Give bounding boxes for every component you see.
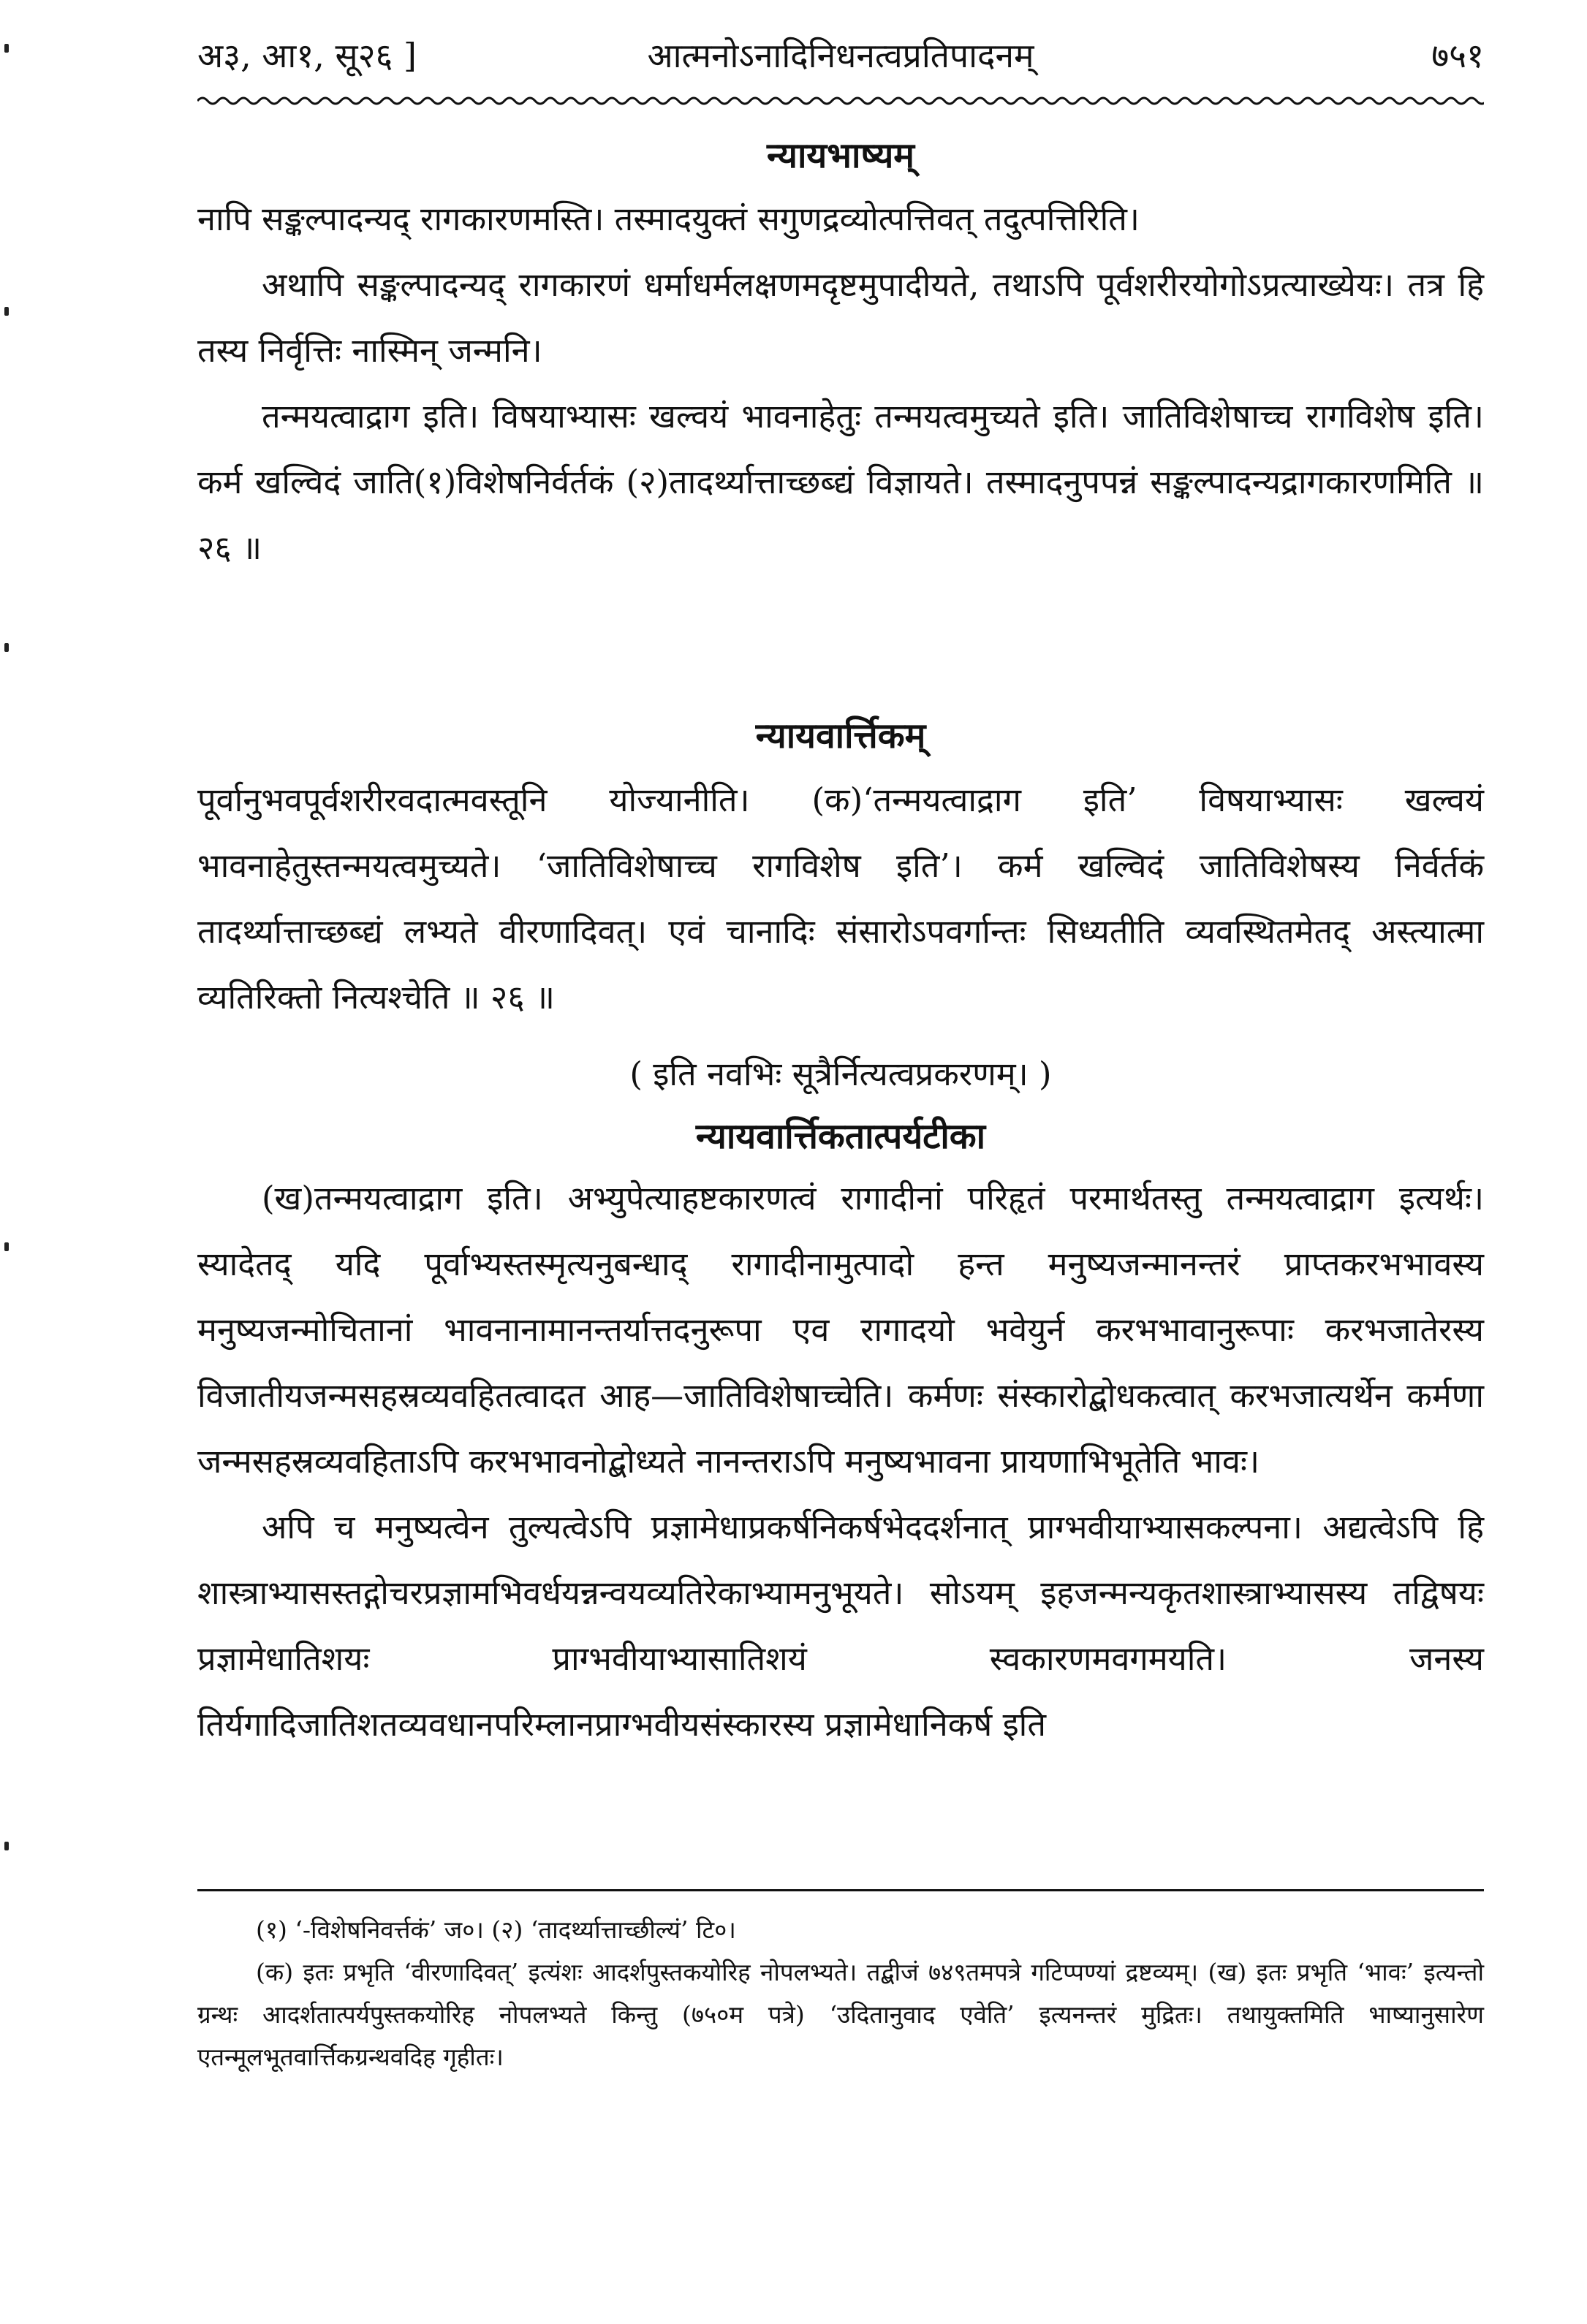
footnote: (क) इतः प्रभृति ‘वीरणादिवत्’ इत्यंशः आदर्शपुस्तकयोरिह नोपलभ्यते। तद्बीजं ७४९तमपत्रे गटिप्पण्यां द्रष्टव्यम्। (ख) इतः प्रभृति ‘भावः’ इत्यन्तो ग्रन्थः आदर्शतात्पर्यपुस्तकयोरिह नोपलभ्यते किन्तु (७५०म पत्रे) ‘उदितानुवाद एवेति’ इत्यनन्तरं मुद्रितः। तथायुक्तमिति भाष्यानुसारेण एतन्मूलभूतवार्त्तिकग्रन्थवदिह गृहीतः। <box>197 1958 1484 2071</box>
scan-margin-mark <box>4 1842 9 1850</box>
paragraph: पूर्वानुभवपूर्वशरीरवदात्मवस्तूनि योज्यानीति। (क)‘तन्मयत्वाद्राग इति’ विषयाभ्यासः खल्वयं भावनाहेतुस्तन्मयत्वमुच्यते। ‘जातिविशेषाच्च रागविशेष इति’। कर्म खल्विदं जातिविशेषस्य निर्वर्तकं तादर्थ्यात्ताच्छब्द्यं लभ्यते वीरणादिवत्। एवं चानादिः संसारोऽपवर्गान्तः सिध्यतीति व्यवस्थितमेतद् अस्त्यात्मा व्यतिरिक्तो नित्यश्चेति ॥ २६ ॥ <box>197 781 1484 1017</box>
scan-margin-mark <box>4 44 9 53</box>
paragraph: अपि च मनुष्यत्वेन तुल्यत्वेऽपि प्रज्ञामेधाप्रकर्षनिकर्षभेददर्शनात् प्राग्भवीयाभ्यासकल्पना। अद्यत्वेऽपि हि शास्त्राभ्यासस्तद्गोचरप्रज्ञामभिवर्धयन्नन्वयव्यतिरेकाभ्यामनुभूयते। सोऽयम् इहजन्मन्यकृतशास्त्राभ्यासस्य तद्विषयः प्रज्ञामेधातिशयः प्राग्भवीयाभ्यासातिशयं स्वकारणमवगमयति। जनस्य तिर्यगादिजातिशतव्यवधानपरिम्लानप्राग्भवीयसंस्कारस्य प्रज्ञामेधानिकर्ष इति <box>197 1508 1484 1744</box>
section-heading-tatparyatika: न्यायवार्त्तिकतात्पर्यटीका <box>695 1116 986 1157</box>
tatparyatika-text <box>197 1166 1484 1758</box>
section-heading-nyayabhashyam: न्यायभाष्यम् <box>766 135 915 176</box>
nyayabhashyam-text <box>197 186 1484 581</box>
page-number: ७५१ <box>1431 36 1484 75</box>
paragraph: अथापि सङ्कल्पादन्यद् रागकारणं धर्माधर्मलक्षणमदृष्टमुपादीयते, तथाऽपि पूर्वशरीरयोगोऽप्रत्याख्येयः। तत्र हि तस्य निर्वृत्तिः नास्मिन् जन्मनि। <box>197 265 1484 370</box>
running-title: आत्मनोऽनादिनिधनत्वप्रतिपादनम् <box>647 36 1034 75</box>
chapter-reference: अ३, आ१, सू२६ ] <box>197 36 417 75</box>
nyayavarttikam-text <box>197 767 1484 1030</box>
footnote: (१) ‘-विशेषनिवर्त्तकं’ ज०। (२) ‘तादर्थ्यात्ताच्छील्यं’ टि०। <box>256 1915 736 1944</box>
paragraph: तन्मयत्वाद्राग इति। विषयाभ्यासः खल्वयं भावनाहेतुः तन्मयत्वमुच्यते इति। जातिविशेषाच्च रागविशेष इति। कर्म खल्विदं जाति(१)विशेषनिर्वर्तकं (२)तादर्थ्यात्ताच्छब्द्यं विज्ञायते। तस्मादनुपपन्नं सङ्कल्पादन्यद्रागकारणमिति ॥ २६ ॥ <box>197 397 1484 567</box>
running-head <box>197 25 1484 86</box>
paragraph: नापि सङ्कल्पादन्यद् रागकारणमस्ति। तस्मादयुक्तं सगुणद्रव्योत्पत्तिवत् तदुत्पत्तिरिति। <box>197 200 1140 238</box>
wavy-header-rule <box>197 94 1484 108</box>
footnotes <box>197 1909 1484 2078</box>
scan-margin-mark <box>4 307 9 316</box>
scan-margin-mark <box>4 1242 9 1251</box>
paragraph: (ख)तन्मयत्वाद्राग इति। अभ्युपेत्याहष्टकारणत्वं रागादीनां परिहृतं परमार्थतस्तु तन्मयत्वाद्राग इत्यर्थः। स्यादेतद् यदि पूर्वाभ्यस्तस्मृत्यनुबन्धाद् रागादीनामुत्पादो हन्त मनुष्यजन्मानन्तरं प्राप्तकरभभावस्य मनुष्यजन्मोचितानां भावनानामानन्तर्यात्तदनुरूपा एव रागादयो भवेयुर्न करभभावानुरूपाः करभजातेरस्य विजातीयजन्मसहस्रव्यवहितत्वादत आह—जातिविशेषाच्चेति। कर्मणः संस्कारोद्बोधकत्वात् करभजात्यर्थेन कर्मणा जन्मसहस्रव्यवहिताऽपि करभभावनोद्बोध्यते नानन्तराऽपि मनुष्यभावना प्रायणाभिभूतेति भावः। <box>197 1179 1485 1481</box>
section-heading-nyayavarttikam: न्यायवार्त्तिकम् <box>755 715 926 756</box>
scan-margin-mark <box>4 643 9 652</box>
prakarana-colophon: ( इति नवभिः सूत्रैर्नित्यत्वप्रकरणम्। ) <box>629 1055 1052 1093</box>
footnote-rule <box>197 1889 1484 1891</box>
